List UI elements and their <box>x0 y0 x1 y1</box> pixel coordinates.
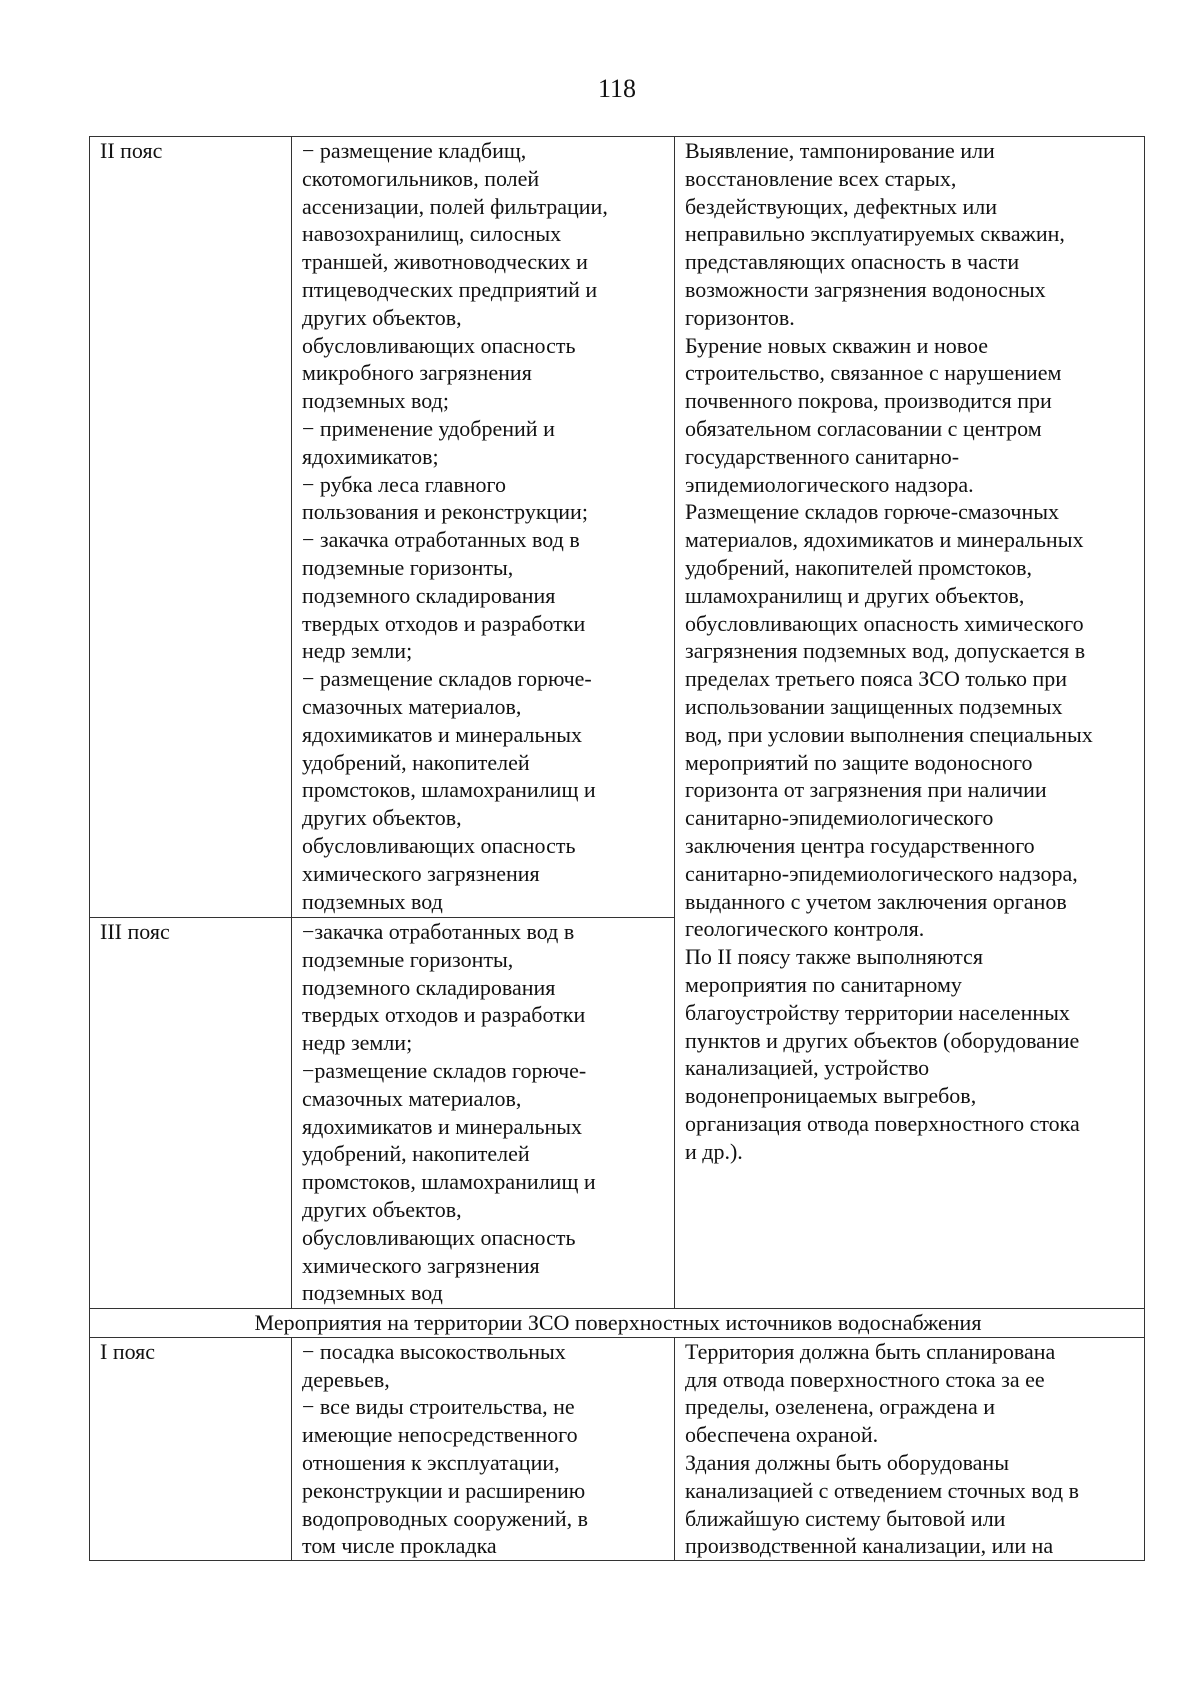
zone-cell <box>90 137 292 918</box>
zone-label: I пояс <box>100 1338 156 1364</box>
page-number: 118 <box>597 74 637 103</box>
zone-cell <box>90 1337 292 1560</box>
zone-cell <box>90 918 292 1309</box>
required-measures-text: Территория должна быть спланирована для отвода поверхностного стока за ее пределы, озеленена, ограждена и обеспечена охраной. Здания должны быть оборудованы канализацией с отведением сточных вод в ближайшую систему бытовой или производственной канализации, или на <box>685 1338 1079 1559</box>
required-measures-text: Выявление, тампонирование или восстановление всех старых, бездействующих, дефектных или неправильно эксплуатируемых скважин, представляющих опасность в части возможности загрязнения водоносных горизонтов. Бурение новых скважин и новое строительство, связанное с нарушением почвенного покрова, производится при обязательном согласовании с центром государственного санитарно- эпидемиологического надзора. Размещение складов горюче-смазочных материалов, ядохимикатов и минеральных удобрений, накопителей промстоков, шламохранилищ и других объектов, обусловливающих опасность химического загрязнения подземных вод, допускается в пределах третьего пояса ЗСО только при использовании защищенных подземных вод, при условии выполнения специальных мероприятий по защите водоносного горизонта от загрязнения при наличии санитарно-эпидемиологического заключения центра государственного санитарно-эпидемиологического надзора, выданного с учетом заключения органов геологического контроля. По II поясу также выполняются мероприятия по санитарному благоустройству территории населенных пунктов и других объектов (оборудование канализацией, устройство водонепроницаемых выгребов, организация отвода поверхностного стока и др.). <box>685 138 1093 1164</box>
required-measures-cell <box>675 137 1145 1309</box>
sanitary-zones-table <box>89 136 1145 1561</box>
zone-label: II пояс <box>100 138 163 163</box>
table-row-zone-i <box>90 1337 1145 1560</box>
table-row-section-header <box>90 1309 1145 1338</box>
prohibited-activities-text: −закачка отработанных вод в подземные горизонты, подземного складирования твердых отходов и разработки недр земли; −размещение складов горюче- смазочных материалов, ядохимикатов и минеральных удобрений, накопителей промстоков, шламохранилищ и других объектов, обусловливающих опасность химического загрязнения подземных вод <box>302 919 596 1306</box>
prohibited-activities-text: − посадка высокоствольных деревьев, − все виды строительства, не имеющие непосредственного отношения к эксплуатации, реконструкции и расширению водопроводных сооружений, в том числе прокладка <box>302 1338 588 1559</box>
section-header: Мероприятия на территории ЗСО поверхностных источников водоснабжения <box>90 1309 1145 1338</box>
table-row-zone-ii <box>90 137 1145 918</box>
prohibited-activities-cell <box>292 137 675 918</box>
required-measures-cell <box>675 1337 1145 1560</box>
prohibited-activities-cell <box>292 918 675 1309</box>
zone-label: III пояс <box>100 919 170 944</box>
prohibited-activities-text: − размещение кладбищ, скотомогильников, полей ассенизации, полей фильтрации, навозохранилищ, силосных траншей, животноводческих и птицеводческих предприятий и других объектов, обусловливающих опасность микробного загрязнения подземных вод; − применение удобрений и ядохимикатов; − рубка леса главного пользования и реконструкции; − закачка отработанных вод в подземные горизонты, подземного складирования твердых отходов и разработки недр земли; − размещение складов горюче- смазочных материалов, ядохимикатов и минеральных удобрений, накопителей промстоков, шламохранилищ и других объектов, обусловливающих опасность химического загрязнения подземных вод <box>302 138 608 914</box>
prohibited-activities-cell <box>292 1337 675 1560</box>
